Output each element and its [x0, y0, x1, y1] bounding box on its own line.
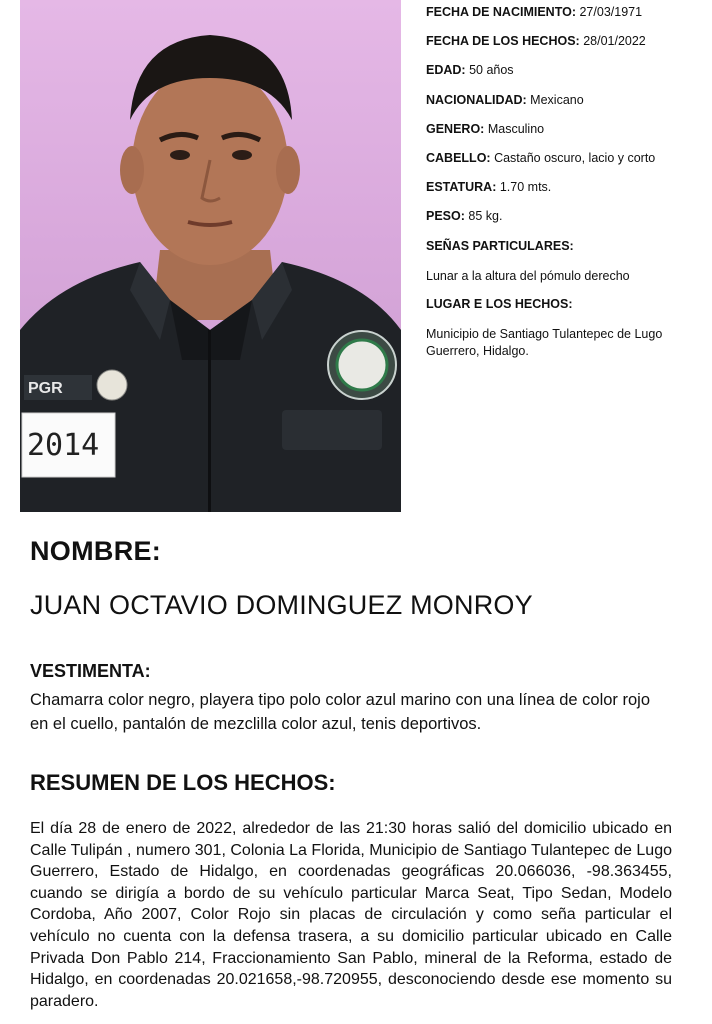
patch-text: PGR — [28, 380, 63, 397]
detail-fecha-nacimiento — [426, 5, 642, 21]
detail-peso — [426, 209, 502, 225]
detail-value: Mexicano — [530, 93, 584, 107]
vestimenta-heading: VESTIMENTA: — [30, 661, 151, 681]
detail-genero — [426, 122, 544, 138]
resumen-text: El día 28 de enero de 2022, alrededor de las 21:30 horas salió del domicilio ubicado en Calle Tulipán , numero 301, Colonia La Florida, Municipio de Santiago Tulantepec de Lugo Guerrero, Estado de Hidalgo, en coordenadas geográficas 20.066036, -98.363455, cuando se dirigía a bordo de su vehículo particular Marca Seat, Tipo Sedan, Modelo Cordoba, Año 2007, Color Rojo sin placas de circulación y como seña particular el vehículo no cuenta con la defensa trasera, a su domicilio particular ubicado en Calle Privada Don Pablo 214, Fraccionamiento San Pablo, mineral de la Reforma, estado de Hidalgo, en coordenadas 20.021658,-98.720955, desconociendo desde ese momento su paradero. — [30, 820, 672, 1010]
detail-value: 1.70 mts. — [499, 180, 552, 194]
detail-value: Castaño oscuro, lacio y corto — [494, 151, 656, 165]
resumen-heading: RESUMEN DE LOS HECHOS: — [30, 770, 336, 795]
person-name: JUAN OCTAVIO DOMINGUEZ MONROY — [30, 590, 533, 620]
detail-value: 28/01/2022 — [583, 34, 646, 48]
detail-cabello — [426, 151, 655, 167]
detail-label: EDAD: — [426, 63, 466, 77]
detail-value: 27/03/1971 — [579, 5, 643, 19]
detail-label: LUGAR E LOS HECHOS: — [426, 297, 573, 311]
detail-nacionalidad — [426, 93, 584, 109]
detail-senas-value: Lunar a la altura del pómulo derecho — [426, 269, 630, 283]
detail-label: SEÑAS PARTICULARES: — [426, 239, 574, 253]
detail-lugar-label — [426, 297, 573, 313]
detail-lugar-value: Municipio de Santiago Tulantepec de Lugo Guerrero, Hidalgo. — [426, 327, 663, 358]
detail-label: CABELLO: — [426, 151, 491, 165]
detail-value: 85 kg. — [468, 209, 503, 223]
person-photo — [20, 0, 401, 512]
detail-label: FECHA DE NACIMIENTO: — [426, 5, 576, 19]
portrait-illustration — [20, 0, 401, 512]
number-card-text: 2014 — [27, 428, 100, 463]
detail-value: 50 años — [469, 63, 514, 77]
detail-senas-label — [426, 239, 574, 255]
detail-label: ESTATURA: — [426, 180, 497, 194]
detail-edad — [426, 63, 514, 79]
detail-value: Masculino — [487, 122, 545, 136]
detail-label: FECHA DE LOS HECHOS: — [426, 34, 580, 48]
detail-fecha-hechos — [426, 34, 646, 50]
detail-label: PESO: — [426, 209, 465, 223]
detail-estatura — [426, 180, 551, 196]
detail-label: GENERO: — [426, 122, 485, 136]
vestimenta-text: Chamarra color negro, playera tipo polo color azul marino con una línea de color rojo en el cuello, pantalón de mezclilla color azul, tenis deportivos. — [30, 691, 651, 733]
nombre-heading: NOMBRE: — [30, 536, 162, 566]
detail-label: NACIONALIDAD: — [426, 93, 527, 107]
